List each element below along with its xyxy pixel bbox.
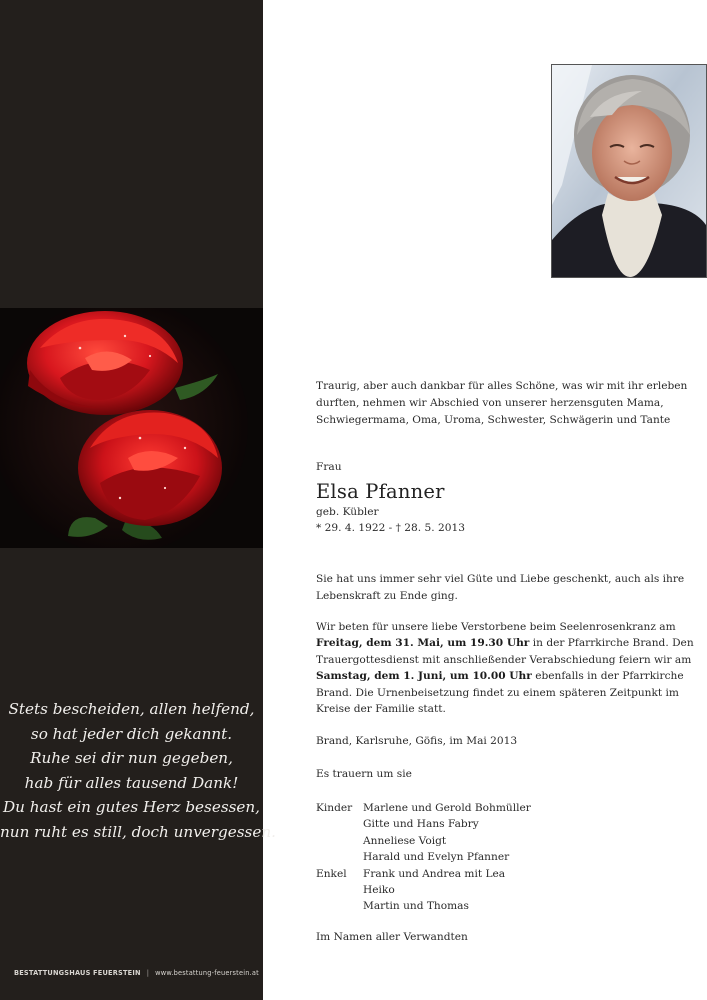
family-names: Gitte und Hans Fabry xyxy=(363,818,479,831)
poem xyxy=(0,697,276,845)
footer xyxy=(14,969,259,977)
family-names: Marlene und Gerold Bohmüller xyxy=(363,802,531,814)
mourners-heading: Es trauern um sie xyxy=(316,768,412,780)
poem-line: Du hast ein gutes Herz besessen, xyxy=(2,798,261,817)
footer-separator: | xyxy=(146,969,150,977)
relation-label xyxy=(316,882,363,898)
services-text: Wir beten für unsere liebe Verstorbene beim Seelenrosenkranz am xyxy=(316,621,676,633)
closing-line: Im Namen aller Verwandten xyxy=(316,931,468,943)
deceased-name: Elsa Pfanner xyxy=(316,480,445,503)
place-date: Brand, Karlsruhe, Göfis, im Mai 2013 xyxy=(316,735,518,747)
relation-label xyxy=(316,833,363,849)
salutation: Frau xyxy=(316,461,342,473)
mass-date: Samstag, dem 1. Juni, um 10.00 Uhr xyxy=(316,670,532,683)
family-names: Frank und Andrea mit Lea xyxy=(363,867,506,880)
portrait-photo-image xyxy=(552,65,706,277)
services-text: in der Pfarrkirche Brand. Den Trauergottesdienst mit anschließender Verabschiedung feiern wir am xyxy=(316,637,694,666)
list-item xyxy=(316,833,701,849)
portrait-photo xyxy=(551,64,707,278)
list-item xyxy=(316,898,701,914)
relation-label xyxy=(316,898,363,914)
family-names: Anneliese Voigt xyxy=(363,834,447,847)
list-item xyxy=(316,800,701,816)
poem-line: Stets bescheiden, allen helfend, xyxy=(8,700,255,718)
relation-label xyxy=(316,849,363,865)
relation-label xyxy=(316,816,363,832)
family-names: Martin und Thomas xyxy=(363,900,469,913)
family-list xyxy=(316,800,701,915)
poem-line: Ruhe sei dir nun gegeben, xyxy=(30,749,233,768)
family-names: Heiko xyxy=(363,884,395,897)
poem-line: nun ruht es still, doch unvergessen. xyxy=(0,822,276,841)
maiden-name: geb. Kübler xyxy=(316,506,379,518)
red-roses-image xyxy=(0,308,263,548)
life-dates: * 29. 4. 1922 - † 28. 5. 2013 xyxy=(316,522,465,534)
family-names: Harald und Evelyn Pfanner xyxy=(363,851,510,864)
relation-label: Enkel xyxy=(316,867,347,880)
website-link[interactable]: www.bestattung-feuerstein.at xyxy=(155,969,259,977)
services-text: ebenfalls in der Pfarrkirche Brand. Die Urnenbeisetzung findet zu einem späteren Zeitpunkt im Kreise der Familie statt. xyxy=(316,670,684,716)
list-item xyxy=(316,816,701,832)
company-name: BESTATTUNGSHAUS FEUERSTEIN xyxy=(14,969,141,977)
sidebar xyxy=(0,0,276,1000)
list-item xyxy=(316,882,701,898)
poem-line: so hat jeder dich gekannt. xyxy=(30,724,233,743)
poem-line: hab für alles tausend Dank! xyxy=(24,773,239,792)
relation-label: Kinder xyxy=(316,802,353,814)
list-item xyxy=(316,866,701,882)
paragraph-services xyxy=(316,619,701,717)
rosary-date: Freitag, dem 31. Mai, um 19.30 Uhr xyxy=(316,637,530,650)
intro-text: Traurig, aber auch dankbar für alles Schöne, was wir mit ihr erleben durften, nehmen wir Abschied von unserer herzensguten Mama, Schwiegermama, Oma, Uroma, Schwester, Schwägerin und Tante xyxy=(316,380,688,426)
roses-image xyxy=(0,308,263,548)
list-item xyxy=(316,849,701,865)
paragraph-kindness: Sie hat uns immer sehr viel Güte und Liebe geschenkt, auch als ihre Lebenskraft zu Ende ging. xyxy=(316,573,685,602)
